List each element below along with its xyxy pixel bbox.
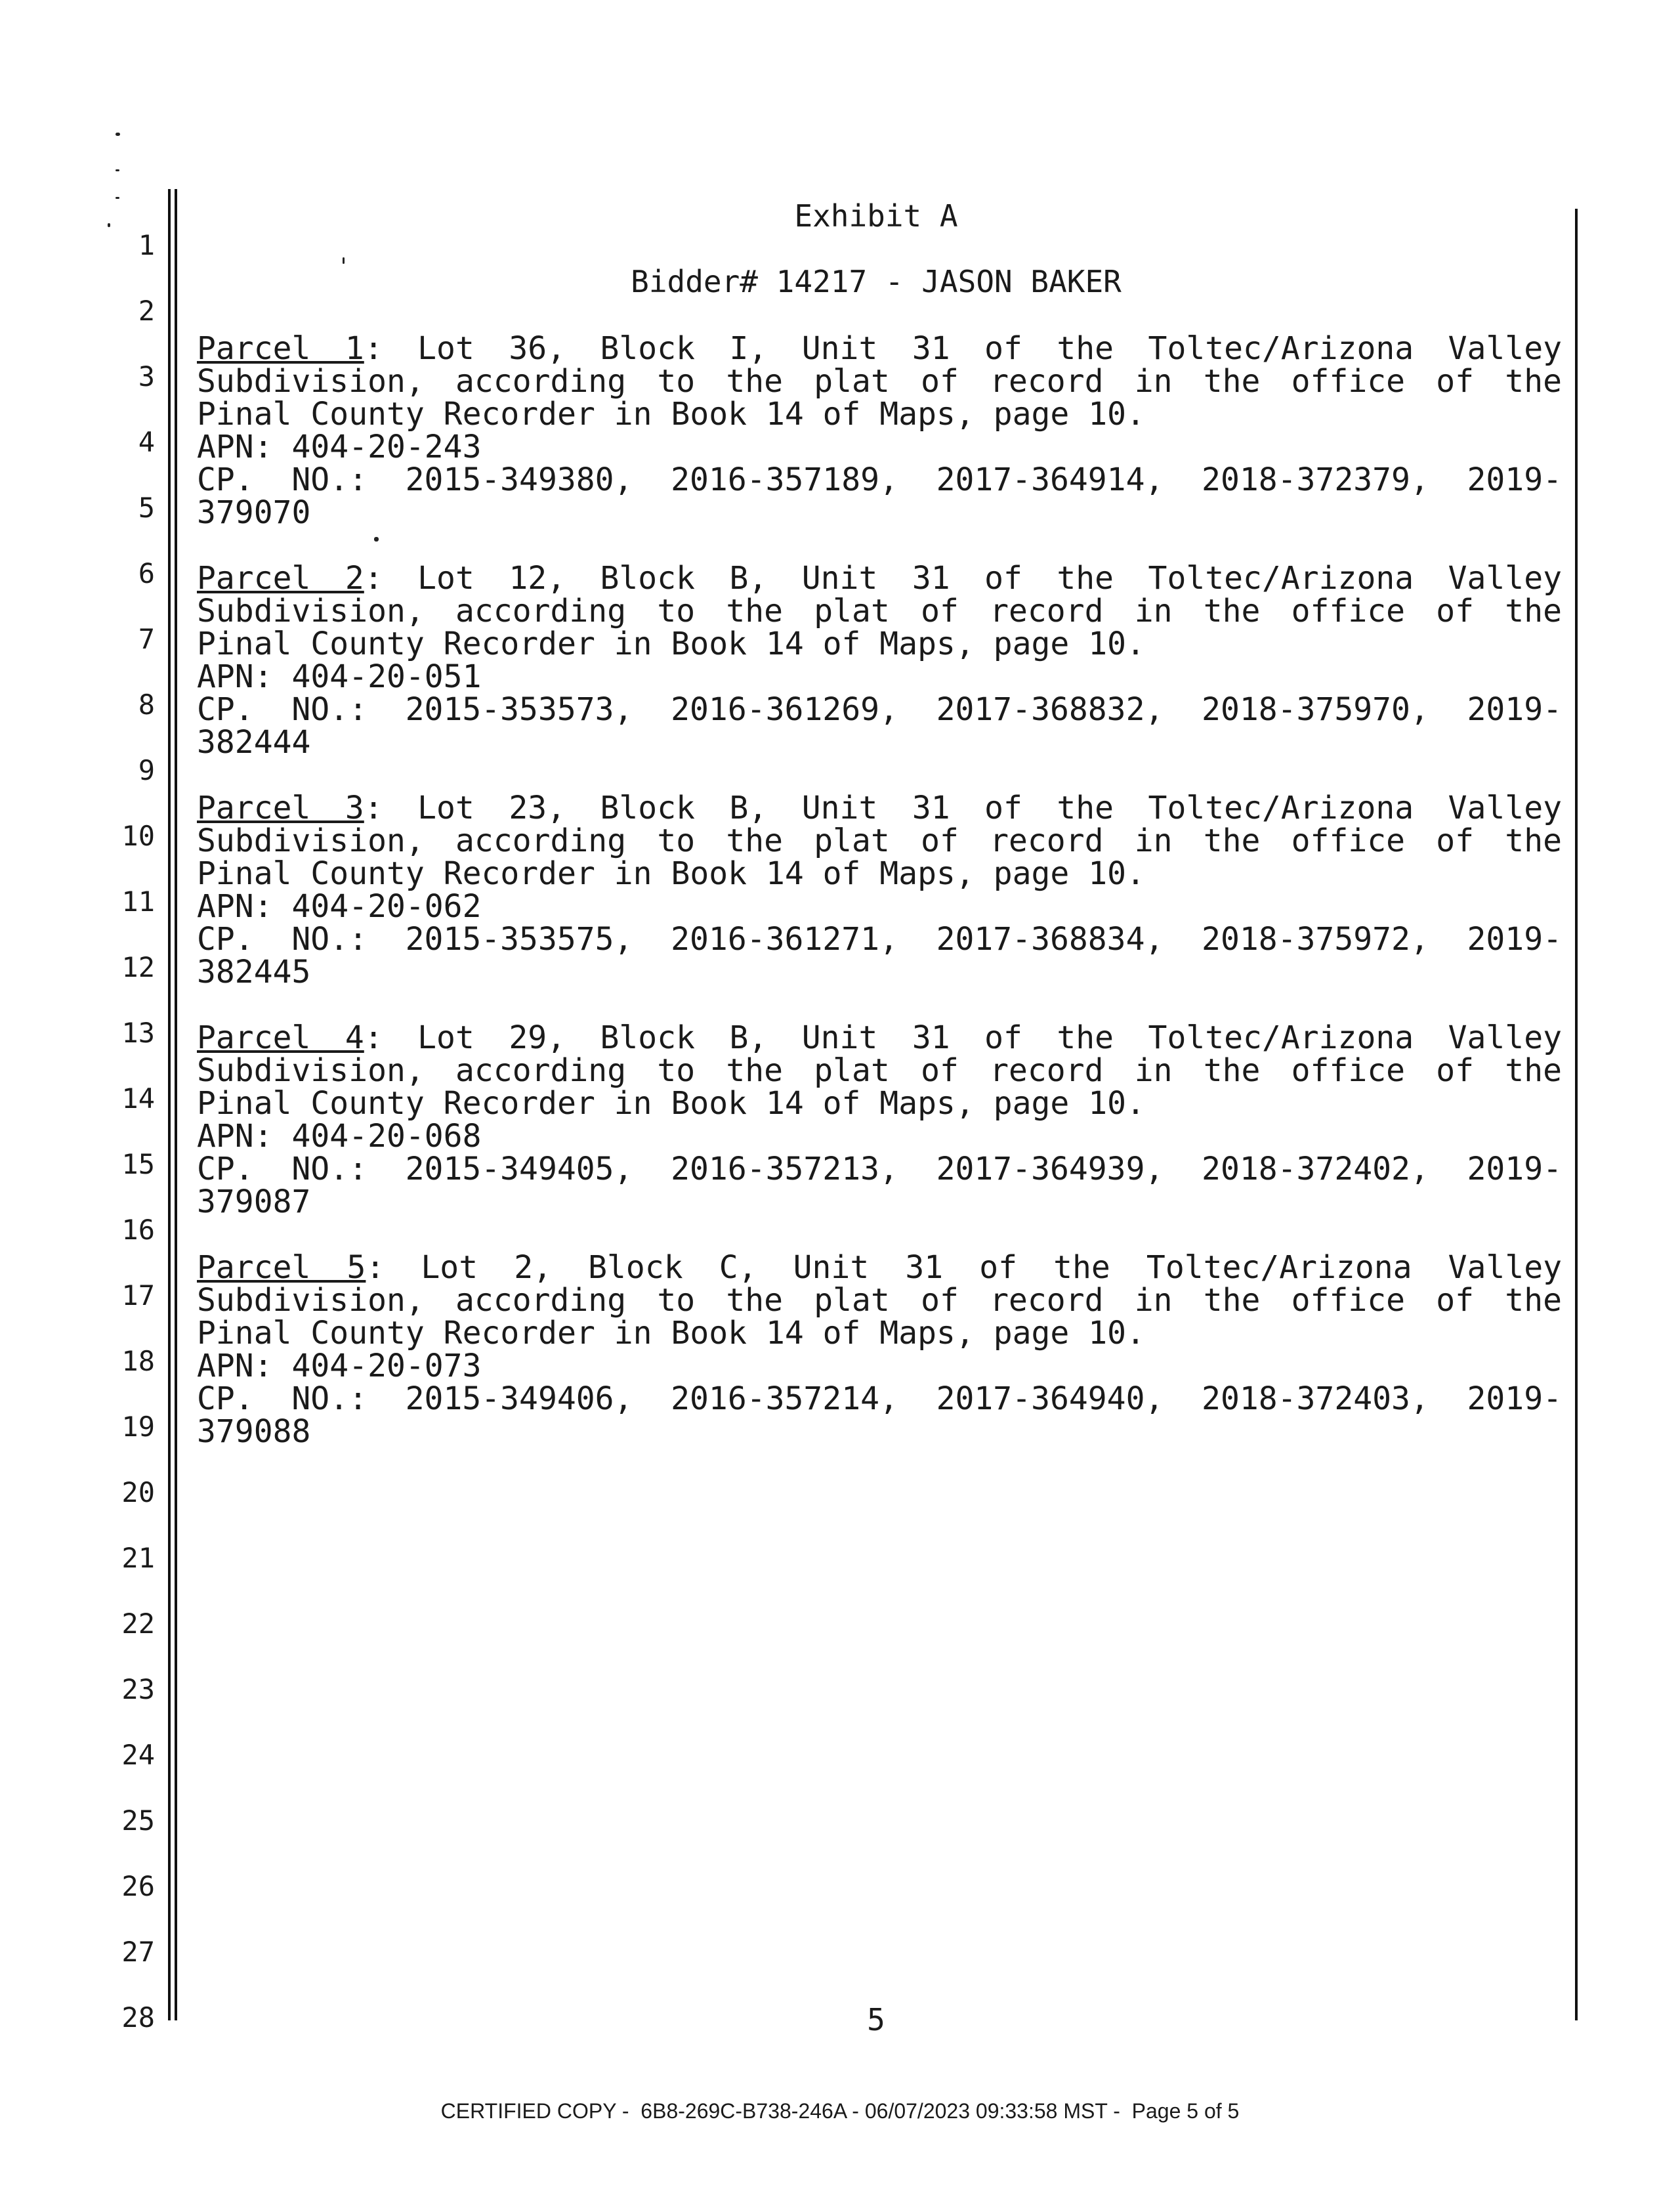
line-number: 3 [138, 360, 155, 393]
parcel-label: Parcel 2 [197, 560, 364, 597]
parcel-cp-numbers-cont: 379070 [197, 494, 311, 531]
parcel-description-line: Pinal County Recorder in Book 14 of Maps, page 10. [197, 1085, 1145, 1122]
parcel-label: Parcel 4 [197, 1019, 364, 1056]
parcel-first-line [197, 1251, 1562, 1284]
line-number: 22 [121, 1608, 155, 1640]
parcel-label: Parcel 3 [197, 790, 364, 826]
line-number: 7 [138, 623, 155, 655]
left-margin-rule [168, 189, 171, 2020]
parcel-description-line: Pinal County Recorder in Book 14 of Maps, page 10. [197, 1315, 1145, 1352]
parcel-apn: APN: 404-20-051 [197, 658, 482, 695]
parcel-block [197, 332, 1562, 529]
parcel-cp-numbers: CP. NO.: 2015-349405, 2016-357213, 2017-364939, 2018-372402, 2019- [197, 1151, 1562, 1187]
parcel-apn: APN: 404-20-062 [197, 888, 482, 925]
exhibit-title: Exhibit A [794, 198, 958, 234]
scan-speck [343, 257, 345, 264]
page-number: 5 [867, 2002, 885, 2037]
right-margin-rule [1575, 209, 1578, 2020]
parcel-description-line: Subdivision, according to the plat of record in the office of the [197, 363, 1562, 400]
line-number: 24 [121, 1739, 155, 1771]
line-number: 21 [121, 1542, 155, 1574]
line-number: 19 [121, 1411, 155, 1443]
parcel-cp-numbers-cont: 379087 [197, 1183, 311, 1220]
parcel-block [197, 1251, 1562, 1448]
left-margin-rule-inner [175, 189, 177, 2020]
parcel-first-line [197, 332, 1562, 365]
line-number: 17 [121, 1279, 155, 1311]
parcel-block [197, 562, 1562, 759]
parcel-description-line: Pinal County Recorder in Book 14 of Maps, page 10. [197, 855, 1145, 892]
scan-speck [374, 537, 379, 542]
parcel-cp-numbers: CP. NO.: 2015-353575, 2016-361271, 2017-368834, 2018-375972, 2019- [197, 921, 1562, 958]
line-number: 12 [121, 951, 155, 983]
line-number: 8 [138, 689, 155, 721]
line-number: 18 [121, 1345, 155, 1377]
line-number: 26 [121, 1870, 155, 1902]
parcel-description-line: Pinal County Recorder in Book 14 of Maps, page 10. [197, 626, 1145, 662]
parcel-apn: APN: 404-20-073 [197, 1348, 482, 1384]
parcel-cp-numbers-cont: 382444 [197, 724, 311, 761]
scan-speck [116, 197, 119, 199]
parcel-apn: APN: 404-20-243 [197, 429, 482, 465]
parcel-first-line [197, 1021, 1562, 1054]
parcel-first-line [197, 562, 1562, 595]
scan-speck [116, 133, 120, 136]
line-number: 13 [121, 1017, 155, 1049]
line-number: 28 [121, 2001, 155, 2034]
parcel-cp-numbers: CP. NO.: 2015-349380, 2016-357189, 2017-364914, 2018-372379, 2019- [197, 461, 1562, 498]
line-number: 14 [121, 1082, 155, 1115]
parcel-cp-numbers-cont: 379088 [197, 1413, 311, 1450]
line-number: 27 [121, 1936, 155, 1968]
parcel-first-line [197, 792, 1562, 824]
line-number: 10 [121, 820, 155, 852]
line-number: 16 [121, 1214, 155, 1246]
scan-speck [108, 223, 110, 227]
certified-copy-footer: CERTIFIED COPY - 6B8-269C-B738-246A - 06/07/2023 09:33:58 MST - Page 5 of 5 [440, 2099, 1240, 2123]
parcel-cp-numbers-cont: 382445 [197, 954, 311, 991]
bidder-line: Bidder# 14217 - JASON BAKER [631, 264, 1122, 299]
parcel-description: : Lot 29, Block B, Unit 31 of the Toltec/Arizona Valley [364, 1019, 1563, 1056]
parcel-description: : Lot 36, Block I, Unit 31 of the Toltec/Arizona Valley [364, 330, 1563, 367]
line-number: 23 [121, 1673, 155, 1705]
parcel-description: : Lot 23, Block B, Unit 31 of the Toltec/Arizona Valley [364, 790, 1563, 826]
parcel-description-line: Subdivision, according to the plat of record in the office of the [197, 593, 1562, 629]
line-number: 15 [121, 1148, 155, 1180]
parcel-description-line: Subdivision, according to the plat of record in the office of the [197, 822, 1562, 859]
line-number: 6 [138, 557, 155, 589]
parcel-cp-numbers: CP. NO.: 2015-353573, 2016-361269, 2017-368832, 2018-375970, 2019- [197, 691, 1562, 728]
line-number: 2 [138, 295, 155, 327]
line-number: 5 [138, 492, 155, 524]
parcel-apn: APN: 404-20-068 [197, 1118, 482, 1155]
scan-speck [116, 169, 119, 171]
parcel-description-line: Subdivision, according to the plat of record in the office of the [197, 1052, 1562, 1089]
line-number: 1 [138, 229, 155, 261]
parcel-label: Parcel 5 [197, 1249, 366, 1286]
parcel-cp-numbers: CP. NO.: 2015-349406, 2016-357214, 2017-364940, 2018-372403, 2019- [197, 1380, 1562, 1417]
line-number: 20 [121, 1476, 155, 1508]
parcel-description-line: Pinal County Recorder in Book 14 of Maps, page 10. [197, 396, 1145, 433]
line-number: 9 [138, 754, 155, 786]
parcel-description-line: Subdivision, according to the plat of record in the office of the [197, 1282, 1562, 1319]
parcel-label: Parcel 1 [197, 330, 364, 367]
line-number: 11 [121, 885, 155, 918]
line-number: 25 [121, 1804, 155, 1837]
parcel-block [197, 1021, 1562, 1218]
line-number: 4 [138, 426, 155, 458]
parcel-block [197, 792, 1562, 989]
parcel-description: : Lot 12, Block B, Unit 31 of the Toltec/Arizona Valley [364, 560, 1563, 597]
parcel-description: : Lot 2, Block C, Unit 31 of the Toltec/Arizona Valley [366, 1249, 1563, 1286]
